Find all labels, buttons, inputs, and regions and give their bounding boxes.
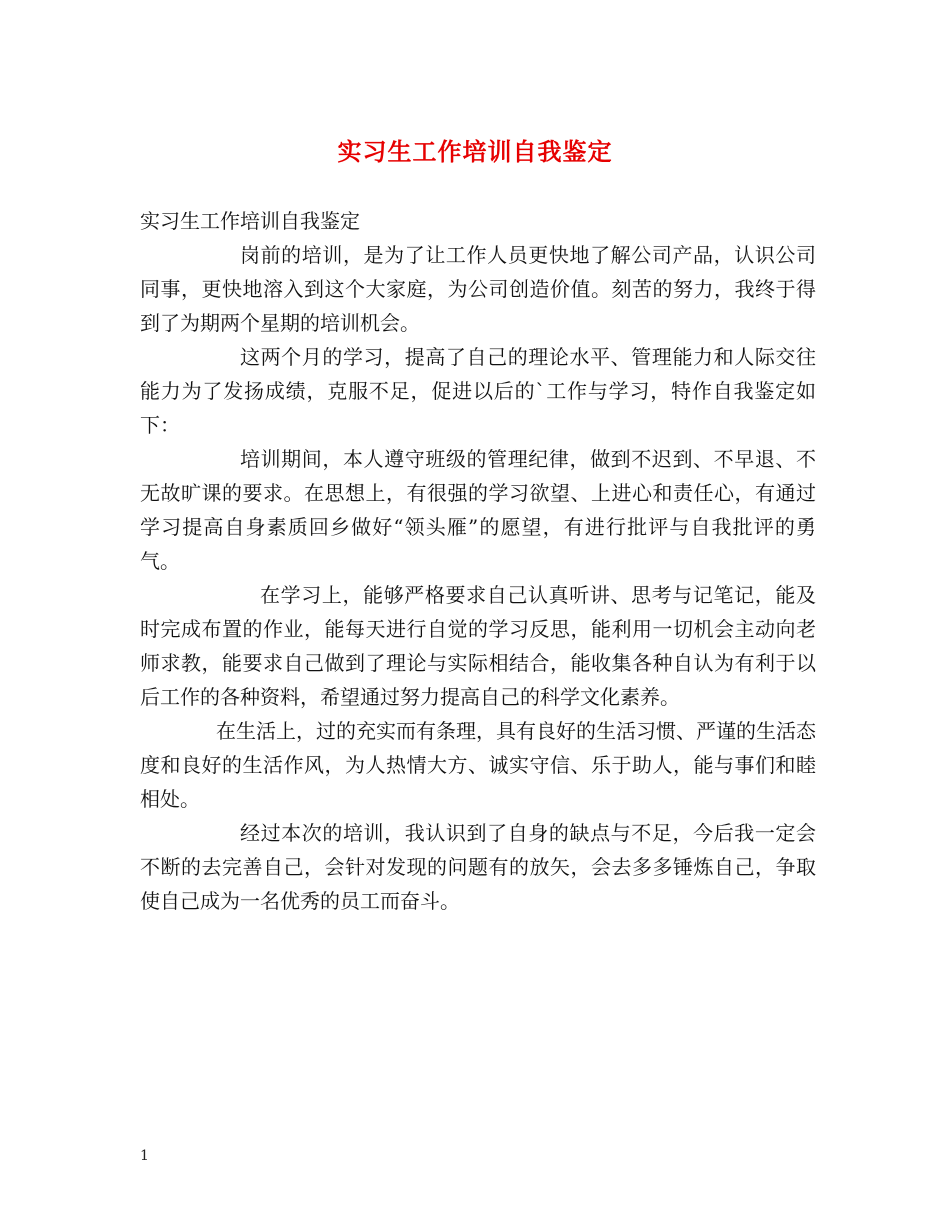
paragraph-3: 培训期间，本人遵守班级的管理纪律，做到不迟到、不早退、不无故旷课的要求。在思想上，有很强的学习欲望、上进心和责任心，有通过学习提高自身素质回乡做好“领头雁”的愿望，有进行批评与自我批评的勇气。 — [140, 447, 816, 573]
paragraph-6: 经过本次的培训，我认识到了自身的缺点与不足，今后我一定会不断的去完善自己，会针对发现的问题有的放矢，会去多多锤炼自己，争取使自己成为一名优秀的员工而奋斗。 — [140, 821, 816, 913]
paragraph-5: 在生活上，过的充实而有条理，具有良好的生活习惯、严谨的生活态度和良好的生活作风，为人热情大方、诚实守信、乐于助人，能与事们和睦相处。 — [140, 719, 816, 811]
paragraph-2: 这两个月的学习，提高了自己的理论水平、管理能力和人际交往能力为了发扬成绩，克服不足，促进以后的`工作与学习，特作自我鉴定如下： — [140, 345, 816, 437]
document-title: 实习生工作培训自我鉴定 — [337, 137, 613, 166]
document-heading: 实习生工作培训自我鉴定 — [140, 209, 360, 233]
document-body — [140, 204, 816, 918]
paragraph-1: 岗前的培训，是为了让工作人员更快地了解公司产品，认识公司同事，更快地溶入到这个大家庭，为公司创造价值。刻苦的努力，我终于得到了为期两个星期的培训机会。 — [140, 243, 816, 335]
paragraph-4: 在学习上，能够严格要求自己认真听讲、思考与记笔记，能及时完成布置的作业，能每天进行自觉的学习反思，能利用一切机会主动向老师求教，能要求自己做到了理论与实际相结合，能收集各种自认为有利于以后工作的各种资料，希望通过努力提高自己的科学文化素养。 — [140, 583, 816, 709]
page-number: 1 — [140, 1148, 149, 1164]
